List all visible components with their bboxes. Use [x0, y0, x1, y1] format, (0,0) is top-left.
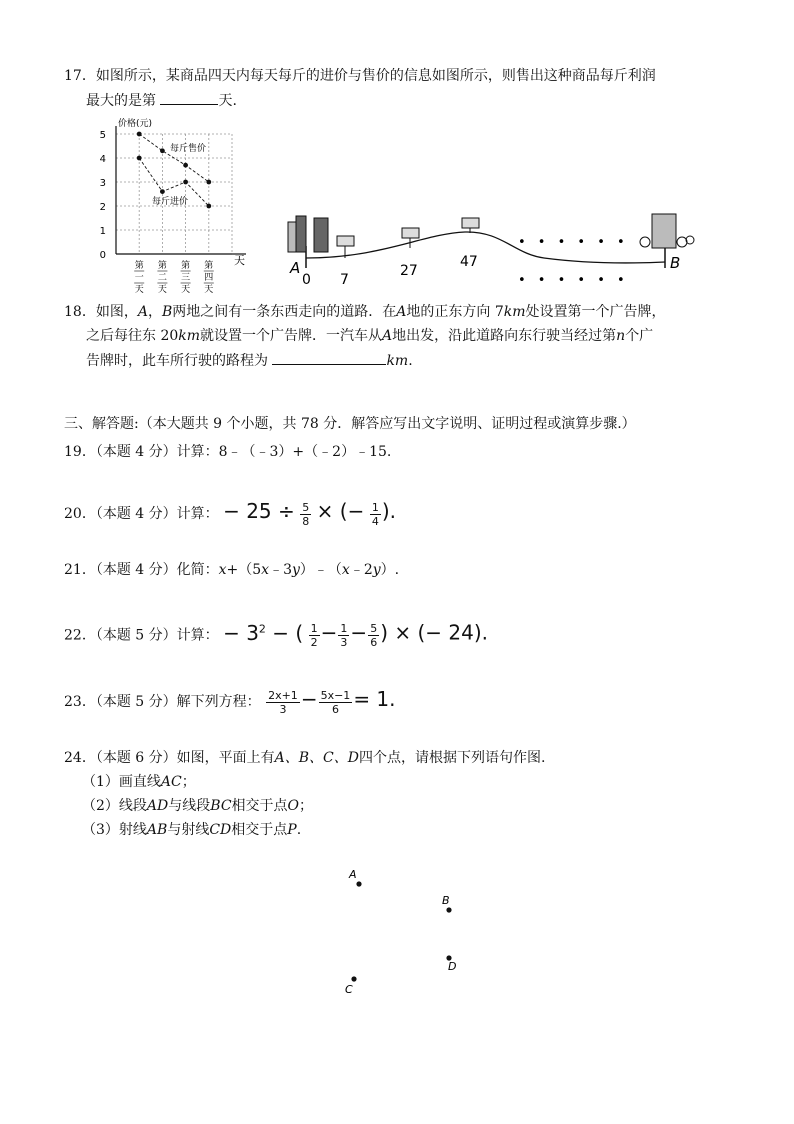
building-icon	[314, 218, 328, 252]
q24-text: ；	[299, 798, 314, 814]
q17-line2	[86, 90, 237, 111]
fraction	[319, 689, 353, 716]
category-label: 第	[181, 261, 191, 271]
y-tick-label: 1	[99, 226, 106, 237]
fraction	[338, 622, 349, 649]
q22-math: ) × (− 24).	[380, 620, 488, 645]
point-a-label: A	[349, 868, 357, 881]
var-y: y	[292, 562, 300, 578]
var-x: x	[218, 562, 227, 578]
category-label: 三	[181, 273, 191, 283]
q24-text: （2）线段	[82, 798, 147, 814]
denominator: 3	[279, 702, 287, 716]
fraction	[368, 622, 379, 649]
q24-step3	[82, 820, 301, 840]
category-label: 二	[157, 273, 167, 283]
q24-text: .	[296, 822, 302, 838]
numerator: 5	[370, 622, 378, 636]
x-axis-label: 天	[234, 254, 245, 267]
data-point	[206, 180, 211, 185]
y-tick-label: 4	[99, 154, 106, 165]
billboard-icon	[462, 218, 479, 228]
q22-term: − 3	[223, 620, 259, 645]
q24-text: 相交于点	[231, 822, 288, 838]
data-point	[137, 132, 142, 137]
fraction	[300, 501, 311, 528]
var-p: P	[287, 822, 297, 838]
q17-text-end: 天.	[218, 93, 237, 109]
q17-line1: 17．如图所示，某商品四天内每天每斤的进价与售价的信息如图所示，则售出这种商品每斤利润	[64, 68, 656, 84]
var-a: A	[396, 304, 407, 320]
building-icon	[296, 216, 306, 252]
q24-text: （3）射线	[82, 822, 147, 838]
price-chart	[92, 114, 262, 296]
category-label: 第	[157, 261, 167, 271]
building-icon	[652, 214, 676, 248]
numerator: 5x−1	[320, 688, 351, 702]
points-figure	[330, 862, 480, 1000]
var-x: x	[261, 562, 270, 578]
var-a: A	[137, 304, 148, 320]
q22	[64, 614, 488, 651]
var-n: n	[616, 328, 626, 344]
road-figure	[282, 206, 702, 284]
legend-sell: 每斤售价	[170, 144, 207, 154]
data-point	[183, 163, 188, 168]
point-a	[356, 881, 361, 886]
q22-math	[223, 621, 303, 645]
unit-km: km	[386, 353, 409, 369]
q18-text: 两地之间有一条东西走向的道路．在	[172, 304, 397, 320]
q18-text: 处设置第一个广告牌，	[525, 304, 666, 320]
point-b-label: B	[442, 894, 450, 907]
q23-text: 23．（本题 5 分）解下列方程：	[64, 694, 261, 710]
category-label: 天	[134, 285, 144, 295]
category-label: 天	[204, 285, 214, 295]
q22-text: 22．（本题 5 分）计算：	[64, 627, 219, 644]
var-cd: CD	[209, 822, 232, 838]
category-label: 天	[157, 285, 167, 295]
q20-math: − 25 ÷	[223, 499, 295, 523]
q18-text: 地出发，沿此道路向东行驶当经过第	[392, 328, 617, 344]
q18-line1	[64, 302, 666, 322]
category-label: 第	[134, 261, 144, 271]
numerator: 2x+1	[268, 688, 298, 702]
category-label: 第	[204, 261, 214, 271]
var-o: O	[287, 798, 300, 814]
point-b	[446, 907, 451, 912]
q20	[64, 496, 396, 529]
tick-27: 27	[400, 263, 418, 279]
q18-text: 之后每往东 20	[86, 328, 179, 344]
var-y: y	[372, 562, 381, 578]
numerator: 1	[371, 500, 379, 514]
y-tick-label: 2	[99, 202, 106, 213]
dots-row-1: • • • • • •	[518, 235, 629, 250]
unit-km: km	[503, 304, 526, 320]
category-label: 天	[181, 285, 191, 295]
data-point	[183, 180, 188, 185]
q24-text: 24．（本题 6 分）如图，平面上有	[64, 750, 275, 766]
billboard-icon	[402, 228, 419, 238]
q19: 19．（本题 4 分）计算：8﹣（﹣3）+（﹣2）﹣15.	[64, 444, 392, 460]
var-ab: AB	[146, 822, 168, 838]
data-point	[137, 156, 142, 161]
q17-text: 最大的是第	[86, 93, 156, 109]
data-point	[160, 148, 165, 153]
data-point	[206, 204, 211, 209]
numerator: 5	[302, 500, 310, 514]
point-c-label: C	[345, 983, 353, 996]
q24-step1	[82, 772, 196, 792]
exponent: 2	[258, 622, 266, 635]
denominator: 6	[331, 702, 339, 716]
q24-text: 与射线	[167, 822, 210, 838]
q23-minus: −	[300, 687, 318, 711]
q17-answer-blank[interactable]	[160, 90, 218, 105]
denominator: 2	[310, 636, 318, 650]
q18-text: 就设置一个广告牌．一汽车从	[200, 328, 383, 344]
q24-step2	[82, 796, 313, 816]
category-label: 四	[204, 273, 214, 283]
y-tick-label: 3	[99, 178, 106, 189]
q18-text: 18．如图，	[64, 304, 138, 320]
q24-text: 四个点，请根据下列语句作图.	[358, 750, 546, 766]
q21-text: +（5	[226, 562, 262, 578]
q23-math: = 1.	[353, 687, 396, 711]
fraction	[309, 622, 320, 649]
q22-term: − (	[272, 620, 304, 645]
legend-buy: 每斤进价	[152, 197, 189, 207]
q22-minus: −	[320, 620, 338, 645]
q21-text: ）﹣（	[299, 562, 342, 578]
dots-row-2: • • • • • •	[518, 273, 629, 284]
unit-km: km	[178, 328, 201, 344]
q18-line3	[86, 350, 413, 371]
q24-line1	[64, 748, 545, 768]
tick-0: 0	[302, 272, 311, 284]
denominator: 8	[302, 514, 310, 528]
q21-text: 21．（本题 4 分）化简：	[64, 562, 219, 578]
var-a: A	[382, 328, 393, 344]
q18-line2	[86, 326, 653, 346]
q18-comma: ，	[147, 304, 162, 320]
section-3-heading: 三、解答题:（本大题共 9 个小题，共 78 分．解答应写出文字说明、证明过程或演算步骤.）	[64, 416, 636, 432]
q21-text: ﹣3	[269, 562, 292, 578]
denominator: 3	[340, 636, 348, 650]
var-ac: AC	[160, 774, 182, 790]
q20-text: 20．（本题 4 分）计算：	[64, 506, 219, 522]
q24-text: 相交于点	[231, 798, 288, 814]
y-axis-label: 价格(元)	[118, 119, 153, 129]
tree-icon	[677, 237, 687, 247]
billboard-icon	[337, 236, 354, 246]
tick-7: 7	[340, 272, 349, 284]
denominator: 4	[371, 514, 379, 528]
q22-minus: −	[350, 620, 368, 645]
category-label: 一	[134, 273, 144, 283]
var-b: B	[161, 304, 173, 320]
q24-text: （1）画直线	[82, 774, 161, 790]
denominator: 6	[370, 636, 378, 650]
tree-icon	[686, 236, 694, 244]
tick-47: 47	[460, 254, 478, 270]
q21-text: ）.	[380, 562, 400, 578]
y-tick-label: 0	[99, 250, 106, 261]
q24-points: A、B、C、D	[274, 750, 359, 766]
building-icon	[288, 222, 296, 252]
fraction	[370, 501, 381, 528]
numerator: 1	[340, 622, 348, 636]
q24-text: 与线段	[168, 798, 211, 814]
y-tick-label: 5	[99, 130, 106, 141]
fraction	[266, 689, 300, 716]
label-a: A	[290, 259, 301, 277]
chart-ticks	[100, 130, 106, 261]
var-ad: AD	[146, 798, 169, 814]
q24-text: ；	[181, 774, 196, 790]
q20-math: × (−	[316, 499, 365, 523]
q18-text: 地的正东方向 7	[406, 304, 504, 320]
q21	[64, 560, 399, 580]
data-point	[160, 189, 165, 194]
numerator: 1	[310, 622, 318, 636]
q23	[64, 684, 396, 717]
var-bc: BC	[210, 798, 232, 814]
q18-text: 个广	[625, 328, 654, 344]
q18-answer-blank[interactable]	[272, 350, 386, 365]
point-d-label: D	[448, 960, 457, 973]
var-x: x	[341, 562, 350, 578]
tree-icon	[640, 237, 650, 247]
label-b: B	[670, 254, 681, 272]
chart-categories	[134, 259, 214, 295]
q21-text: ﹣2	[349, 562, 373, 578]
q18-text: 告牌时，此车所行驶的路程为	[86, 353, 268, 369]
q18-text: .	[408, 353, 413, 369]
point-c	[351, 976, 356, 981]
q20-math: ).	[381, 499, 396, 523]
